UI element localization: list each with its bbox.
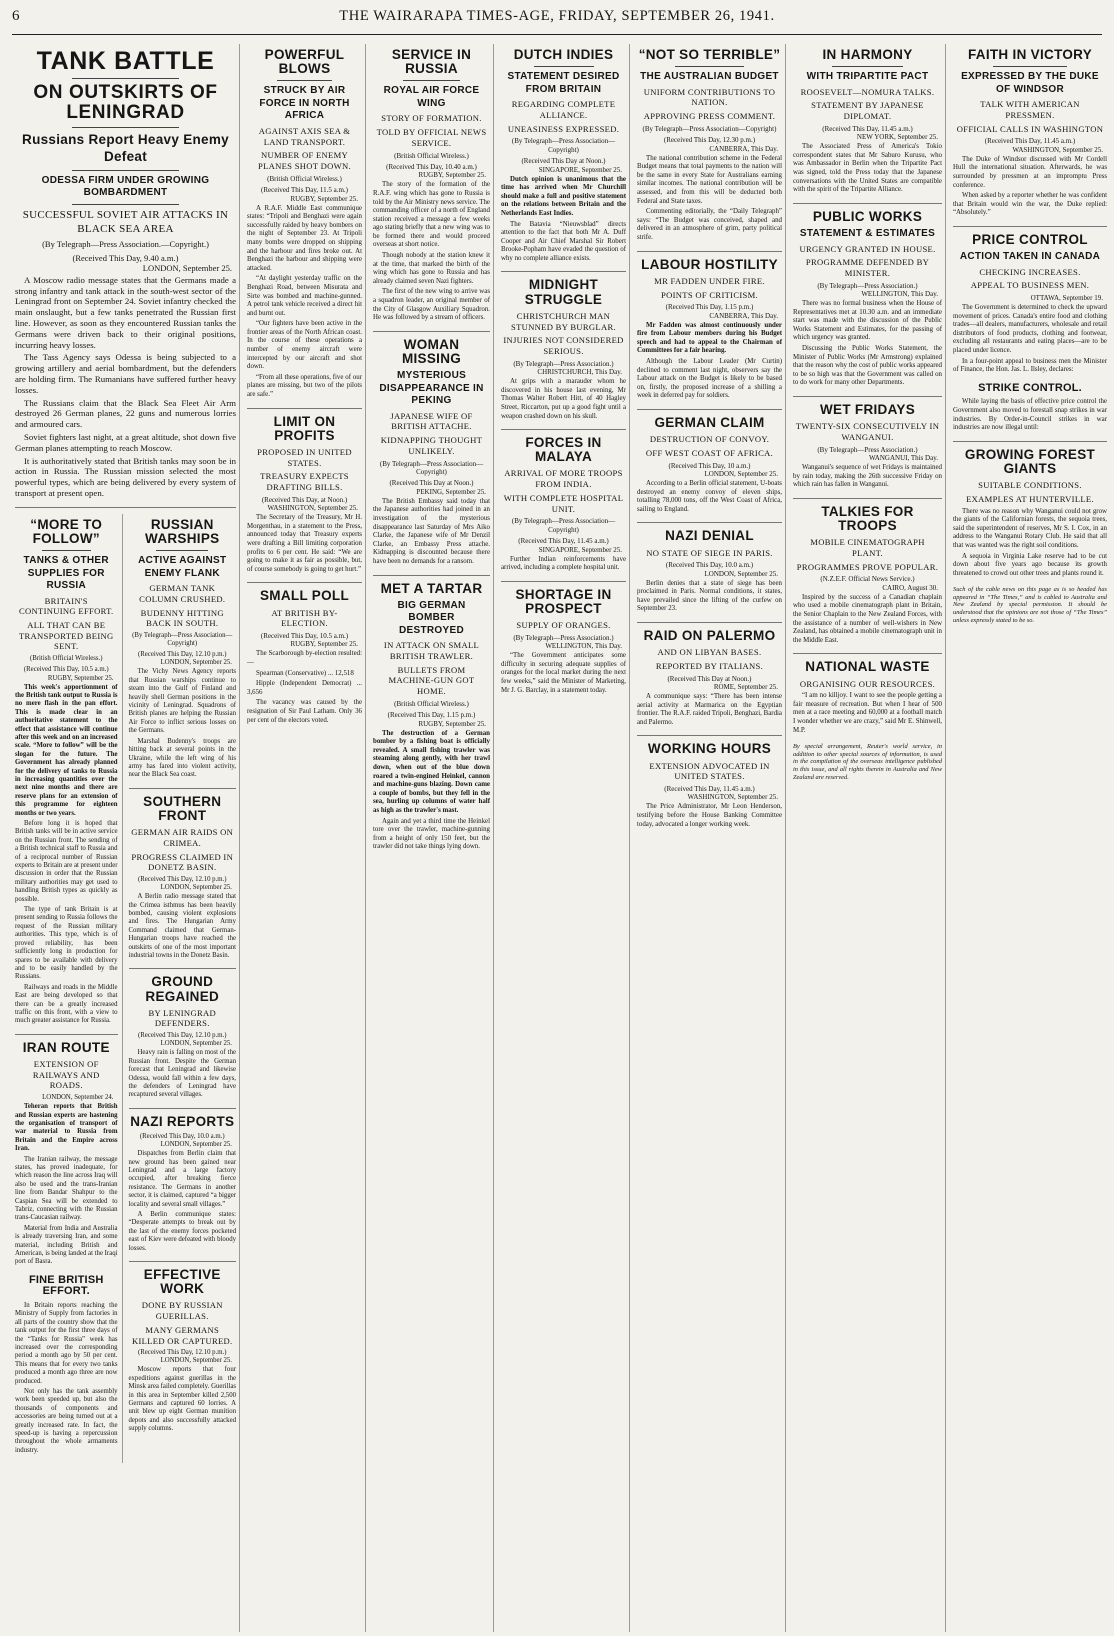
column-2 (244, 44, 366, 1632)
deck: URGENCY GRANTED IN HOUSE. (799, 243, 936, 254)
page-number: 6 (12, 8, 20, 24)
deck: NUMBER OF ENEMY PLANES SHOT DOWN. (257, 150, 352, 172)
deck: ROYAL AIR FORCE WING (383, 85, 480, 109)
dateline: RUGBY, September 25. (290, 194, 358, 203)
dateline: WASHINGTON, September 25. (687, 793, 778, 802)
article-service-in-russia (373, 48, 490, 323)
paragraph: “At daylight yesterday traffic on the Benghazi Road, between Misurata and Sirte was bombed and machine-gunned. A petrol tank vehicle received a direct hit and burnt out. (247, 275, 362, 317)
paragraph: Mr Fadden was almost continuously under fire from Labour members during his Budget speech and had to appeal to the Chairman of Committees for a fair hearing. (637, 321, 782, 355)
received-line: (Received This Day, 12.10 p.m.) (137, 1349, 227, 1357)
headline: IRAN ROUTE (22, 1039, 110, 1055)
deck: EXAMPLES AT HUNTERVILLE. (966, 493, 1094, 504)
deck: Russians Report Heavy Enemy Defeat (22, 132, 229, 164)
headline: NAZI REPORTS (130, 1113, 235, 1129)
dateline: ROME, September 25. (713, 683, 778, 692)
deck: EXTENSION ADVOCATED IN UNITED STATES. (649, 760, 770, 782)
article-forces-in-malaya (501, 436, 626, 573)
received-line: (Received This Day at Noon.) (389, 479, 474, 488)
deck: MR FADDEN UNDER FIRE. (654, 275, 765, 286)
paragraph: The British Embassy said today that the Japanese authorities had joined in an investigation of the mysterious disappearance last Saturday of Mrs Aiko Clarke, the Japanese wife of Mr Denzil Clarke, an Embassy Press attache. Kidnapping is discounted because there have been no demands for a ransom. (373, 497, 490, 565)
deck: STATEMENT & ESTIMATES (799, 228, 936, 239)
column-1-lower (15, 514, 236, 1464)
deck: INJURIES NOT CONSIDERED SERIOUS. (503, 335, 624, 357)
dateline: RUGBY, September 25. (47, 674, 114, 682)
dateline: CHRISTCHURCH, This Day. (537, 368, 622, 377)
paragraph: Moscow reports that four expeditions against guerillas in the Minsk area failed completely. Guerillas in this area in September killed 2,500 Germans and captured 60 lorries. A unit blew up eight German munition depots and also successfully attacked supply columns. (128, 1366, 236, 1433)
credit-line: (British Official Wireless.) (394, 699, 469, 708)
paragraph: Hipple (Independent Democrat) ... 3,656 (247, 680, 362, 696)
paragraph: It is authoritatively stated that British tanks may soon be in action in Russia. The Russian mission selected the most powerful types, which are being delivered by every system of transport at present open. (15, 455, 236, 498)
deck: SUITABLE CONDITIONS. (978, 480, 1082, 491)
deck: SUPPLY OF ORANGES. (516, 620, 611, 631)
headline: POWERFUL BLOWS (264, 47, 345, 77)
headline: RUSSIAN WARSHIPS (145, 516, 220, 546)
deck: ARRIVAL OF MORE TROOPS FROM INDIA. (504, 468, 623, 490)
newspaper-title: THE WAIRARAPA TIMES-AGE, FRIDAY, SEPTEMBER 26, 1941. (339, 8, 775, 24)
article-fine-british-effort (15, 1275, 118, 1455)
dateline: CANBERRA, This Day. (709, 311, 778, 320)
headline: LIMIT ON PROFITS (273, 413, 336, 443)
paragraph: There was no reason why Wanganui could not grow the giants of the Californian forests, the sequoia trees, said the superintendent of reserves, Mr S. I. Cox, in an address to the Wanganui Rotary Club. He said that all that was wanted was the right soil conditions. (953, 507, 1107, 549)
column-1 (12, 44, 240, 1632)
credit-line: (By Telegraph—Press Association.) (513, 633, 614, 642)
article-small-poll (247, 589, 362, 725)
paragraph: The Price Administrator, Mr Leon Henderson, testifying before the House Banking Committee today, advocated a longer working week. (637, 803, 782, 828)
deck: TANKS & OTHER SUPPLIES FOR RUSSIA (23, 555, 109, 592)
received-line: (Received This Day, 12.10 p.m.) (137, 876, 227, 883)
deck: POINTS OF CRITICISM. (661, 289, 758, 300)
headline: IN HARMONY (822, 47, 913, 62)
deck: TOLD BY OFFICIAL NEWS SERVICE. (376, 127, 487, 148)
received-line: (Received This Day, 12.10 p.m.) (137, 1032, 227, 1040)
article-nazi-denial (637, 529, 782, 614)
headline: GROWING FOREST GIANTS (964, 446, 1096, 476)
headline: SMALL POLL (260, 588, 349, 604)
received-line: (Received This Day, 11.45 a.m.) (822, 124, 913, 133)
article-woman-missing (373, 338, 490, 567)
article-iran-route (15, 1041, 118, 1267)
deck: ROOSEVELT—NOMURA TALKS. (800, 86, 935, 97)
deck: SUCCESSFUL SOVIET AIR ATTACKS IN BLACK SEA AREA (22, 208, 229, 235)
paragraph: Before long it is hoped that British tanks will be in active service on the Russian front. The sending of a British technical staff to Russia and of a reciprocal number of Russian experts to Britain are at present under discussion in order that the Russian military authorities may get used to handling British types as quickly as possible. (15, 820, 118, 903)
paragraph: Wanganui's sequence of wet Fridays is maintained by rain today, making the 26th successive Friday on which rain has fallen in Wanganui. (793, 464, 942, 489)
credit-line: (By Telegraph—Press Association—Copyright) (132, 631, 233, 648)
article-limit-on-profits (247, 415, 362, 575)
column-7 (950, 44, 1110, 1632)
paragraph: Dutch opinion is unanimous that the time has arrived when Mr Churchill should make a full and positive statement on the relations between Britain and the Netherlands East Indies. (501, 175, 626, 217)
received-line: (Received This Day at Noon.) (667, 674, 752, 683)
credit-line: (By Telegraph—Press Association.) (817, 445, 918, 454)
received-line: (Received This Day, 12.10 p.m.) (137, 651, 227, 659)
paragraph: Heavy rain is falling on most of the Russian front. Despite the German forecast that Leningrad and likewise Odessa, would fall within a few days, the defenders of Leningrad have recaptured several villages. (128, 1049, 236, 1099)
credit-line: (By Telegraph—Press Association—Copyright) (511, 517, 616, 534)
paragraph: The Secretary of the Treasury, Mr H. Morgenthau, in a statement to the Press, announced today that Treasury experts were drafting a Bill limiting corporation profits to 6 per cent. He said: “We are going to make it as fair as possible, but, of course somebody is going to get hurt.” (247, 514, 362, 573)
article-shortage-in-prospect (501, 588, 626, 695)
deck: PROGRESS CLAIMED IN DONETZ BASIN. (131, 851, 234, 873)
deck: ACTION TAKEN IN CANADA (959, 251, 1101, 263)
paragraph: Though nobody at the station knew it at the time, that marked the birth of the wing which has gone to Russia and has already claimed seven Nazi fighters. (373, 252, 490, 285)
credit-line: (By Telegraph—Press Association—Copyright) (642, 124, 777, 133)
headline: “NOT SO TERRIBLE” (638, 47, 781, 62)
received-line: (Received This Day, 11.45 a.m.) (984, 137, 1076, 146)
received-line: (Received This Day, 10 a.m.) (668, 461, 751, 470)
paragraph: Soviet fighters last night, at a great altitude, shot down five German planes attempting to reach Moscow. (15, 431, 236, 453)
dateline: WANGANUI, This Day. (868, 454, 938, 463)
article-more-to-follow (15, 518, 118, 1026)
headline: WOMAN MISSING (401, 336, 462, 366)
deck: DESTRUCTION OF CONVOY. (649, 434, 770, 445)
paragraph: Further Indian reinforcements have arrived, including a complete hospital unit. (501, 555, 626, 572)
credit-line: (By Telegraph—Press Association.) (513, 359, 614, 368)
dateline: LONDON, September 25. (704, 569, 778, 578)
credit-line: (British Official Wireless.) (394, 151, 469, 160)
credit-line: (British Official Wireless.) (29, 655, 103, 663)
received-line: (Received This Day, 11.45 a.m.) (518, 537, 609, 546)
credit-line: (British Official Wireless.) (267, 174, 342, 183)
deck: ODESSA FIRM UNDER GROWING BOMBARDMENT (41, 174, 210, 199)
paragraph: The Russians claim that the Black Sea Fleet Air Arm destroyed 26 German planes, 22 guns and numerous lorries and armoured cars. (15, 397, 236, 430)
paragraph: The Tass Agency says Odessa is being subjected to a growing artillery and aerial bombardment, but the defenders are holding firm. The Rumanians have suffered further heavy losses. (15, 352, 236, 395)
article-talkies-for-troops (793, 505, 942, 646)
credit-line: (N.Z.E.F. Official News Service.) (820, 575, 915, 584)
received-line: (Received This Day, 12.30 p.m.) (663, 136, 756, 145)
credit-line: (By Telegraph—Press Association.) (817, 281, 918, 290)
dateline: RUGBY, September 25. (418, 171, 486, 180)
paragraph: At grips with a marauder whom he discovered in his house last evening, Mr Thomas Walter Robert Hitt, of 40 Hagley Street, Riccarton, put up a good fight until a weapon crashed down on his skull. (501, 378, 626, 420)
paragraph: According to a Berlin official statement, U-boats destroyed an enemy convoy of eleven ships, totalling 78,000 tons, off the West Coast of Africa, sailing to England. (637, 480, 782, 513)
deck: STRUCK BY AIR FORCE IN NORTH AFRICA (259, 85, 350, 122)
column-3 (370, 44, 494, 1632)
paragraph: The type of tank Britain is at present sending to Russia follows the request of the Russian military authorities. This type, which is of proved reliability, has been sufficiently long in production for spares to be available with delivery and to be easily handled by the Russians. (15, 906, 118, 981)
columns (12, 44, 1107, 1632)
credit-line: (By Telegraph—Press Association—Copyright) (511, 137, 616, 154)
credit-line: (By Telegraph—Press Association.—Copyright.) (42, 239, 209, 250)
paragraph: Railways and roads in the Middle East are being developed so that there can be a greatly increased traffic on this front, with a view to much greater assistance for Russia. (15, 983, 118, 1025)
deck: MOBILE CINEMATOGRAPH PLANT. (810, 537, 925, 558)
paragraph: A Berlin radio message stated that the Crimea isthmus has been heavily bombed, causing violent explosions and fires. The Hungarian Army Command claimed that German-Hungarian troops have reached the outskirts of one of the most important industrial towns in the Donetz Basin. (128, 893, 236, 959)
paragraph: Again and yet a third time the Heinkel tore over the trawler, machine-gunning from a height of only 150 feet, but the trawler did not take things lying down. (373, 817, 490, 851)
paragraph: “The Government anticipates some difficulty in securing adequate supplies of oranges for the local market during the next few weeks,” said the Minister of Marketing, Mr J. G. Barclay, in a statement today. (501, 652, 626, 694)
deck: CHECKING INCREASES. (979, 266, 1081, 277)
deck: JAPANESE WIFE OF BRITISH ATTACHE. (390, 410, 473, 432)
dateline: NEW YORK, September 25. (856, 133, 938, 142)
deck: TWENTY-SIX CONSECUTIVELY IN WANGANUI. (795, 421, 940, 442)
article-effective-work (129, 1268, 237, 1434)
paragraph: The Vichy News Agency reports that Russian warships continue to steam into the Gulf of Finland and heavily shell German positions in the vicinity of Leningrad. Squadrons of British planes are helping the Russian Air Force to inflict serious losses on the Germans. (128, 668, 236, 735)
paragraph: The vacancy was caused by the resignation of Sir Paul Latham. Only 36 per cent of the electors voted. (247, 699, 362, 724)
headline: LABOUR HOSTILITY (641, 256, 778, 272)
deck: STATEMENT BY JAPANESE DIPLOMAT. (811, 100, 924, 122)
article-powerful-blows (247, 48, 362, 400)
headline: TANK BATTLE (36, 47, 215, 75)
deck: GERMAN AIR RAIDS ON CRIMEA. (131, 827, 234, 848)
headline: WORKING HOURS (647, 741, 772, 757)
paragraph: There was no formal business when the House of Representatives met at 10.30 a.m. and an immediate start was made with the discussion of the Public Works Statement and Estimates, for the passing of which urgency was granted. (793, 300, 942, 342)
paragraph: Teheran reports that British and Russian experts are hastening the organisation of transport of war material to Russia from Britain and the Empire across Iran. (15, 1103, 118, 1153)
article-midnight-struggle (501, 278, 626, 421)
paragraph: “I am no killjoy. I want to see the people getting a fair measure of recreation. But when I hear of 500 men at a race meeting and 60,000 at a football match I wonder whether we are crazy,” said Mr E. Shinwell, M.P. (793, 692, 942, 734)
received-line: (Received This Day, 10.0 a.m.) (139, 1132, 225, 1140)
paragraph: Discussing the Public Works Statement, the Minister of Public Works (Mr Armstrong) explained that the reason why the cost of public works appeared to be so high was that the Government was called on to do work for many other Departments. (793, 345, 942, 387)
column-4 (498, 44, 630, 1632)
deck: STORY OF FORMATION. (381, 113, 482, 124)
deck: DONE BY RUSSIAN GUERILLAS. (141, 1300, 223, 1322)
dateline: WELLINGTON, This Day. (861, 290, 938, 299)
received-line: (Received This Day, 10.5 a.m.) (23, 666, 109, 674)
paragraph: Although the Labour Leader (Mr Curtin) declined to comment last night, observers say the Labour attack on the Budget is likely to be based on, firstly, the proposed increase of a shilling a week in deferred pay for soldiers. (637, 358, 782, 400)
headline: FORCES IN MALAYA (525, 435, 602, 465)
paragraph: “Our fighters have been active in the frontier areas of the North African coast. In the course of these operations a number of enemy aircraft were intercepted by our aircraft and shot down. (247, 320, 362, 371)
article-in-harmony (793, 48, 942, 195)
masthead (12, 8, 1102, 35)
deck: PROPOSED IN UNITED STATES. (257, 446, 352, 468)
deck: OFFICIAL CALLS IN WASHINGTON (956, 123, 1104, 134)
headline: TALKIES FOR TROOPS (821, 503, 914, 534)
paragraph: Spearman (Conservative) ... 12,518 (256, 669, 354, 677)
dateline: SINGAPORE, September 25. (538, 165, 622, 174)
deck: ORGANISING OUR RESOURCES. (799, 678, 936, 689)
article-labour-hostility (637, 258, 782, 401)
headline: “MORE TO FOLLOW” (30, 516, 103, 546)
special-arrangement-note: By special arrangement, Reuter's world service, in addition to other special sources of information, is used in the compilation of the overseas intelligence published in this issue, and all rights therein in Australia and New Zealand are reserved. (793, 743, 942, 781)
received-line: (Received This Day, 11.45 a.m.) (664, 785, 755, 794)
article-dutch-indies (501, 48, 626, 263)
deck: STATEMENT DESIRED FROM BRITAIN (507, 71, 620, 95)
headline: GROUND REGAINED (145, 974, 220, 1004)
deck: EXPRESSED BY THE DUKE OF WINDSOR (961, 71, 1099, 95)
deck: WITH TRIPARTITE PACT (806, 71, 929, 83)
deck: AT BRITISH BY-ELECTION. (271, 607, 338, 629)
deck: PROGRAMMES PROVE POPULAR. (796, 561, 939, 572)
deck: AND ON LIBYAN BASES. (657, 647, 762, 658)
subheadline: ON OUTSKIRTS OF LENINGRAD (33, 82, 218, 124)
paragraph: A sequoia in Virginia Lake reserve had to be cut down about five years ago because its growth threatened to crowd out other trees and plants round it. (953, 552, 1107, 577)
received-line: (Received This Day, 10.5 a.m.) (260, 632, 349, 641)
paragraph: Berlin denies that a state of siege has been proclaimed in Paris. Normal conditions, it states, have prevailed since the lifting of the curfew on September 23. (637, 579, 782, 613)
paragraph: The Iranian railway, the message states, has proved inadequate, for which reason the line across Iraq will also be used and the trans-Iranian line from Bandar Shahpur to the Caspian Sea will be extended to Tabriz, connecting with the Russian trans-Caucasian railway. (15, 1155, 118, 1222)
headline: GERMAN CLAIM (654, 414, 765, 430)
article-strike-control (953, 383, 1107, 433)
headline: SERVICE IN RUSSIA (391, 47, 472, 77)
dateline: WELLINGTON, This Day. (545, 642, 622, 651)
headline: SOUTHERN FRONT (143, 793, 222, 823)
headline: SHORTAGE IN PROSPECT (515, 586, 612, 616)
article-not-so-terrible (637, 48, 782, 243)
headline: DUTCH INDIES (513, 47, 614, 62)
deck: ACTIVE AGAINST ENEMY FLANK (138, 555, 227, 579)
deck: BY LENINGRAD DEFENDERS. (148, 1007, 216, 1029)
received-line: (Received This Day, 1.15 p.m.) (387, 711, 476, 720)
paragraph: The national contribution scheme in the Federal Budget means that total payments to the nation will be the same in every State for Australians earning similar incomes. The national contribution will be assessed, and from this will be deducted both Federal and State taxes. (637, 154, 782, 205)
article-price-control (953, 233, 1107, 375)
paragraph: In Britain reports reaching the Ministry of Supply from factories in all parts of the country show that the tank output for the first three days of the “Tanks for Russia” week has increased over the corresponding period a month ago by 50 per cent. This means that for every two tanks produced a month ago three are now produced. (15, 1301, 118, 1385)
received-line: (Received This Day, 10.0 a.m.) (665, 561, 754, 570)
dateline: LONDON, September 25. (160, 884, 232, 892)
article-raid-on-palermo (637, 629, 782, 727)
paragraph: A Moscow radio message states that the Germans made a strong infantry and tank attack in the south-west sector of the Leningrad front on September 24. Soviet infantry checked the main onslaught, but a few tanks penetrated the Russian first line. However, as soon as they encountered Russian tanks the Germans were driven back to their original positions, incurring heavy losses. (15, 274, 236, 350)
article-german-claim (637, 416, 782, 514)
deck: KIDNAPPING THOUGHT UNLIKELY. (380, 435, 483, 456)
column-6 (790, 44, 946, 1632)
article-wet-fridays (793, 403, 942, 490)
headline: NAZI DENIAL (665, 528, 754, 544)
paragraph: While laying the basis of effective price control the Government also moved to forestall snap strikes in war industries. By Order-in-Council strikes in war industries are now illegal until: (953, 398, 1107, 432)
paragraph: Not only has the tank assembly work been speeded up, but also the thousands of components and accessories are being turned out at a greatly increased rate. In fact, the speed-up is having a repercussion throughout the whole armaments industry. (15, 1388, 118, 1454)
deck: GERMAN TANK COLUMN CRUSHED. (139, 583, 226, 604)
paragraph: The Associated Press of America's Tokio correspondent states that Mr Saburo Kurusu, who was Ambassador in Berlin when the Tripartite Pact was signed, told the Press today that the Japanese conversations with the United States are compatible with the spirit of the Tripartite Alliance. (793, 143, 942, 194)
dateline: LONDON, September 25. (160, 1141, 232, 1149)
paragraph: A R.A.F. Middle East communique states: “Tripoli and Benghazi were again successfully raided by heavy bombers on the night of September 23. At Tripoli many bombs were dropped on shipping and the harbour and fires broke out. At Benghazi the harbour and shipping were attacked. (247, 204, 362, 272)
dateline: WASHINGTON, September 25. (1012, 145, 1103, 154)
article-nazi-reports (129, 1115, 237, 1253)
article-public-works (793, 210, 942, 388)
article-tank-battle (15, 48, 236, 508)
deck: MYSTERIOUS DISAPPEARANCE IN PEKING (379, 370, 484, 407)
article-national-waste (793, 660, 942, 735)
paragraph: The destruction of a German bomber by a fishing boat is officially revealed. A small fishing trawler was steaming along gently, with her trawl down, when out of the blue down roared a twin-engined Heinkel, cannon and machine-guns blazing. Down came a couple of bombs, but they fell in the sea, hurling up columns of water half as high as the trawler's mast. (373, 729, 490, 814)
deck: REPORTED BY ITALIANS. (655, 660, 764, 671)
dateline: OTTAWA, September 19. (1030, 294, 1103, 303)
dateline: PEKING, September 25. (416, 487, 486, 496)
article-ground-regained (129, 975, 237, 1099)
deck: THE AUSTRALIAN BUDGET (640, 71, 779, 83)
received-line: (Received This Day, 11.5 a.m.) (260, 186, 349, 195)
deck: NO STATE OF SIEGE IN PARIS. (646, 547, 773, 558)
deck: UNIFORM CONTRIBUTIONS TO NATION. (643, 86, 776, 108)
headline: NATIONAL WASTE (805, 659, 930, 675)
paragraph: This week's apportionment of the British tank output to Russia is no mere flash in the pan effort. This is made clear in an authoritative statement to the effect that assistance will continue after this week and on an increased scale. “More to follow” will be the slogan for the future. The Government has already planned for the delivery of tanks to Russia in increasing quantities over the next nine months and there are reserve plans for an extension of this programme for eighteen months or two years. (15, 683, 118, 817)
deck: APPEAL TO BUSINESS MEN. (970, 280, 1090, 291)
credit-line: (By Telegraph—Press Association—Copyright) (379, 459, 484, 476)
dateline: CAIRO, August 30. (882, 583, 938, 592)
cable-news-note: Such of the cable news on this page as is so headed has appeared in “The Times,” and is cabled to Australia and New Zealand by special permission. It should be understood that the opinions are not those of “The Times” unless expressly stated to be so. (953, 586, 1107, 624)
paragraph: The Duke of Windsor discussed with Mr Cordell Hull the international situation. Afterwards, he was surrounded by pressmen at an impromptu Press conference. (953, 155, 1107, 189)
paragraph: Dispatches from Berlin claim that new ground has been gained near Leningrad and a large factory occupied, after breaking fierce resistance. The Germans in another sector, it is claimed, captured “a bigger locality and several small villages.” (128, 1150, 236, 1208)
article-southern-front (129, 795, 237, 961)
dateline: LONDON, September 25. (160, 1040, 232, 1048)
deck: BUDENNY HITTING BACK IN SOUTH. (140, 607, 224, 629)
deck: MANY GERMANS KILLED OR CAPTURED. (132, 1324, 233, 1346)
deck: EXTENSION OF RAILWAYS AND ROADS. (32, 1058, 100, 1091)
received-line: (Received This Day, 9.40 a.m.) (72, 252, 179, 263)
paragraph: The Batavia “Nieuwsblad” directs attention to the fact that both Mr A. Duff Cooper and Air Chief Marshal Sir Robert Brooke-Popham have evaded the question of why no complete alliance exists. (501, 220, 626, 262)
headline: MIDNIGHT STRUGGLE (524, 277, 603, 307)
paragraph: In a four-point appeal to business men the Minister of Finance, the Hon. Jas. L. Ilsley, declares: (953, 357, 1107, 374)
paragraph: Inspired by the success of a Canadian chaplain who used a mobile cinematograph plant in Britain, the Senior Chaplain to the New Zealand Forces, with the assistance of a number of well-wishers in New Zealand, has obtained a mobile cinematograph unit in the Middle East. (793, 593, 942, 644)
paragraph: Marshal Budenny's troops are hitting back at several points in the Ukraine, while the left wing of his army has fared into violent activity, near the Black Sea coast. (128, 737, 236, 779)
paragraph: A communique says: “There has been intense aerial activity at Marmarica on the Egyptian frontier. The R.A.F. raided Tripoli, Benghazi, Bardia and Palermo. (637, 693, 782, 726)
dateline: LONDON, September 25. (160, 659, 232, 667)
paragraph: The Scarborough by-election resulted:— (247, 650, 362, 667)
dateline: LONDON, September 25. (142, 262, 232, 273)
dateline: LONDON, September 25. (704, 470, 778, 478)
paragraph: “From all these operations, five of our planes are missing, but two of the pilots are safe.” (247, 373, 362, 399)
dateline: WASHINGTON, September 25. (267, 504, 358, 513)
deck: APPROVING PRESS COMMENT. (643, 111, 776, 122)
received-line: (Received This Day, 1.15 p.m.) (665, 303, 754, 312)
article-russian-warships (129, 518, 237, 780)
column-5 (634, 44, 786, 1632)
deck: AGAINST AXIS SEA & LAND TRANSPORT. (258, 125, 351, 147)
deck: BRITAIN'S CONTINUING EFFORT. (19, 595, 114, 617)
dateline: CANBERRA, This Day. (709, 144, 778, 153)
dateline: RUGBY, September 25. (290, 640, 358, 649)
paragraph: When asked by a reporter whether he was confident that Britain would win the war, the Duke replied: “Absolutely.” (953, 192, 1107, 217)
paragraph: A Berlin communique states: “Desperate attempts to break out by the last of the enemy forces pocketed east of Kiev were defeated with bloody losses. (128, 1210, 236, 1252)
deck: PROGRAMME DEFENDED BY MINISTER. (805, 257, 930, 278)
headline: EFFECTIVE WORK (143, 1267, 221, 1297)
dateline: RUGBY, September 25. (418, 719, 486, 728)
deck: IN ATTACK ON SMALL BRITISH TRAWLER. (383, 640, 480, 661)
deck: CHRISTCHURCH MAN STUNNED BY BURGLAR. (511, 310, 616, 332)
headline: WET FRIDAYS (819, 402, 916, 418)
deck: OFF WEST COAST OF AFRICA. (645, 447, 774, 458)
deck: TALK WITH AMERICAN PRESSMEN. (980, 99, 1080, 120)
deck: BULLETS FROM MACHINE-GUN GOT HOME. (388, 664, 475, 697)
paragraph: Commenting editorially, the “Daily Telegraph” says: “The Budget was conceived, shaped and delivered in an atmosphere of grim, party political strife. (637, 208, 782, 241)
deck: BIG GERMAN BOMBER DESTROYED (397, 599, 466, 636)
article-faith-in-victory (953, 48, 1107, 218)
received-line: (Received This Day, at Noon.) (261, 495, 348, 504)
deck: UNEASINESS EXPRESSED. (507, 123, 620, 134)
deck: ALL THAT CAN BE TRANSPORTED BEING SENT. (18, 620, 114, 652)
deck: REGARDING COMPLETE ALLIANCE. (511, 99, 616, 120)
dateline: LONDON, September 25. (160, 1357, 232, 1365)
headline: MET A TARTAR (380, 580, 483, 596)
headline: PRICE CONTROL (972, 231, 1088, 247)
received-line: (Received This Day at Noon.) (521, 157, 606, 166)
article-met-a-tartar (373, 582, 490, 852)
deck: TREASURY EXPECTS DRAFTING BILLS. (260, 471, 349, 493)
headline: STRIKE CONTROL. (978, 381, 1082, 394)
deck: WITH COMPLETE HOSPITAL UNIT. (503, 492, 624, 514)
paragraph: The first of the new wing to arrive was a squadron leader, an original member of the City of Glasgow Auxiliary Squadron. He was followed by a stream of officers. (373, 288, 490, 322)
headline: FINE BRITISH EFFORT. (28, 1273, 104, 1298)
paragraph: The story of the formation of the R.A.F. wing which has gone to Russia is told by the Air Ministry news service. The commanding officer of a north of England station received a message a few weeks ago stating briefly that a new wing was to be formed there and would proceed overseas at short notice. (373, 181, 490, 249)
dateline: LONDON, September 24. (42, 1094, 114, 1102)
article-working-hours (637, 742, 782, 829)
headline: RAID ON PALERMO (643, 628, 776, 644)
headline: PUBLIC WORKS (812, 208, 923, 224)
article-growing-forest-giants (953, 448, 1107, 579)
paragraph: Material from India and Australia is already traversing Iran, and some material, including British and American, is being landed at the Iraqi port of Basra. (15, 1224, 118, 1266)
paragraph: The Government is determined to check the upward movement of prices. Canada's entire food and clothing trades—all dealers, manufacturers, wholesale and retail distributors of food products, clothing and footwear, excluding all restaurants and eating places—are to be placed under licence. (953, 304, 1107, 355)
dateline: SINGAPORE, September 25. (538, 545, 622, 554)
headline: FAITH IN VICTORY (967, 47, 1093, 62)
received-line: (Received This Day, 10.40 a.m.) (386, 162, 477, 171)
